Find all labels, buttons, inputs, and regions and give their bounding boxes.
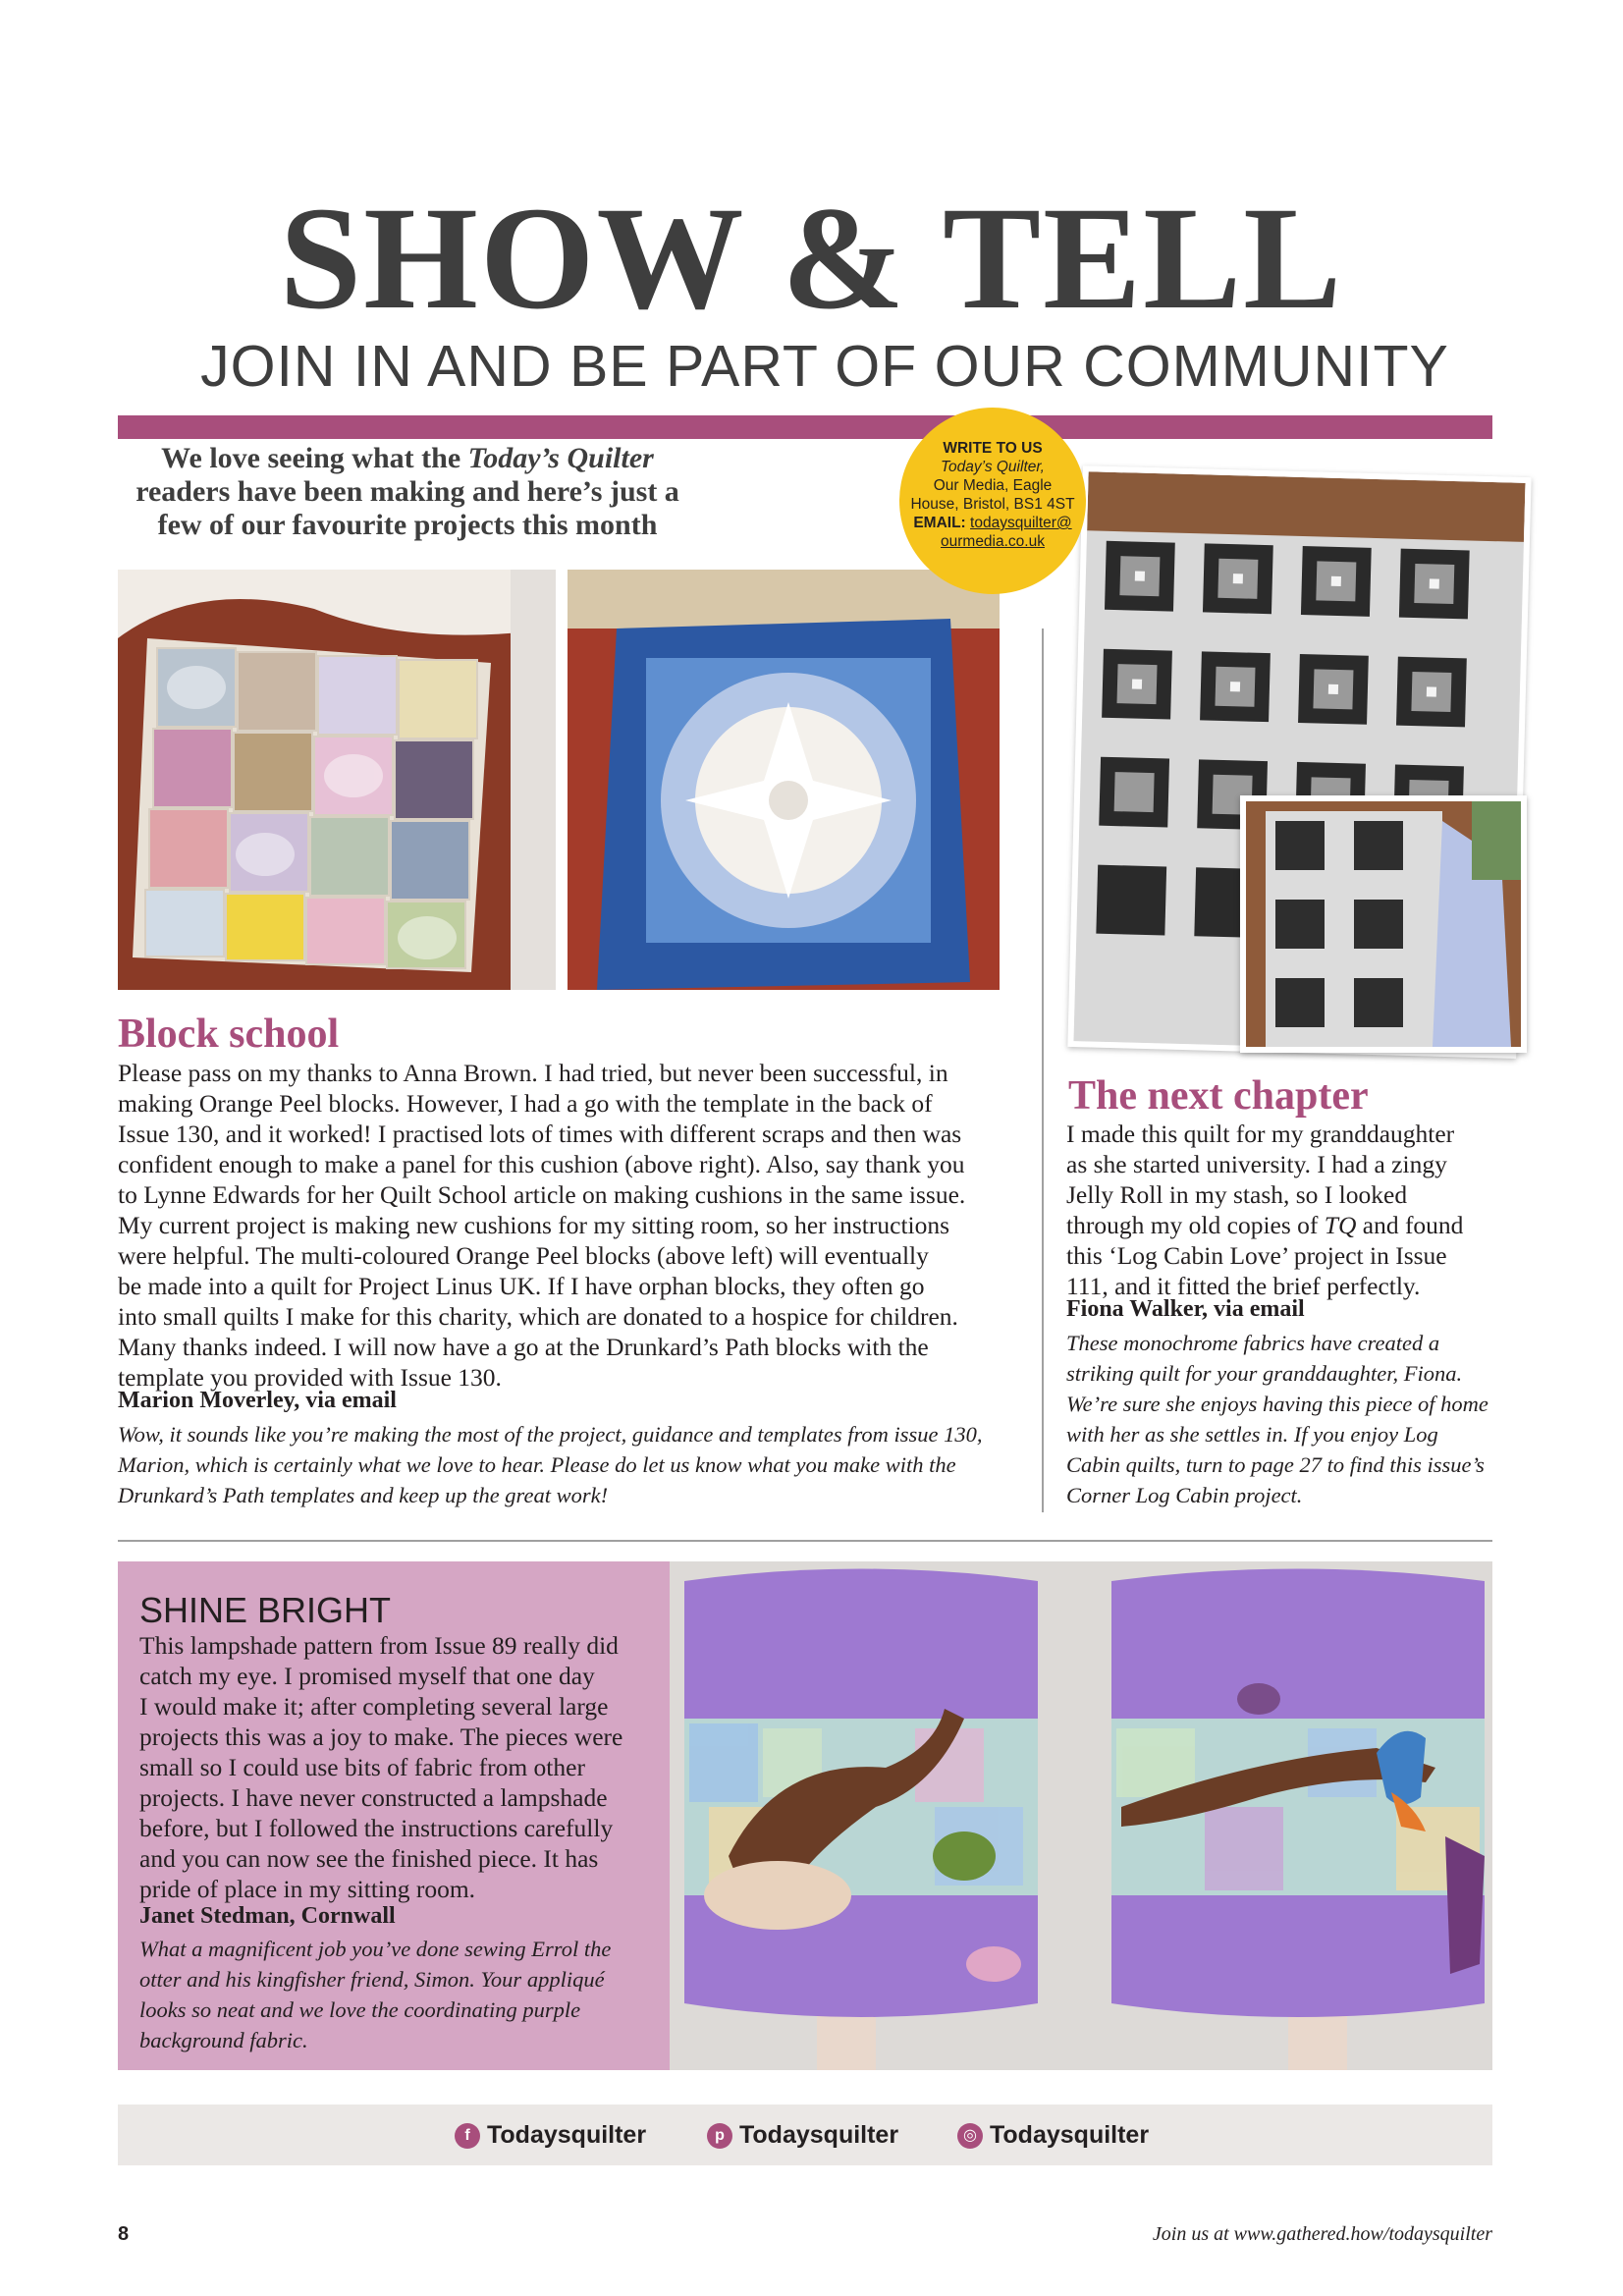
shine-bright-body	[139, 1630, 650, 1904]
block-school-heading: Block school	[118, 1011, 340, 1057]
next-chapter-line: this ‘Log Cabin Love’ project in Issue	[1066, 1241, 1447, 1270]
page-subtitle: JOIN IN AND BE PART OF OUR COMMUNITY	[200, 334, 1449, 399]
block-school-line: to Lynne Edwards for her Quilt School article on making cushions in the same issue.	[118, 1180, 966, 1209]
shine-bright-line: projects. I have never constructed a lampshade	[139, 1783, 608, 1812]
shine-bright-reply-line: What a magnificent job you’ve done sewing Errol the	[139, 1937, 612, 1961]
next-chapter-reply-line: with her as she settles in. If you enjoy Log	[1066, 1422, 1438, 1447]
block-school-reply-line: Marion, which is certainly what we love to hear. Please do let us know what you make with the	[118, 1452, 956, 1477]
badge-line-1: Today’s Quilter,	[941, 459, 1045, 475]
next-chapter-heading: The next chapter	[1068, 1073, 1369, 1119]
shine-bright-line: before, but I followed the instructions carefully	[139, 1814, 614, 1842]
shine-bright-reply-line: looks so neat and we love the coordinating purple	[139, 1997, 581, 2022]
intro-magazine-name: Today’s Quilter	[467, 442, 654, 474]
shine-bright-line: I would make it; after completing several large	[139, 1692, 609, 1721]
facebook-handle[interactable]: Todaysquilter	[487, 2121, 647, 2149]
shine-bright-reply	[139, 1934, 650, 2055]
shine-bright-author: Janet Stedman, Cornwall	[139, 1903, 396, 1929]
section-divider	[118, 1540, 1492, 1542]
orange-peel-blocks-photo	[118, 570, 556, 990]
write-to-us-badge	[899, 408, 1086, 594]
instagram-icon[interactable]: ◎	[957, 2123, 983, 2149]
block-school-line: were helpful. The multi-coloured Orange Peel blocks (above left) will eventually	[118, 1241, 929, 1270]
log-cabin-quilt-inset-photo	[1240, 795, 1527, 1053]
badge-heading: WRITE TO US	[943, 440, 1043, 457]
shine-bright-line: This lampshade pattern from Issue 89 really did	[139, 1631, 619, 1660]
shine-bright-line: projects this was a joy to make. The pieces were	[139, 1722, 623, 1751]
next-chapter-reply	[1066, 1328, 1498, 1510]
page-title: SHOW & TELL	[279, 177, 1344, 340]
next-chapter-reply-line: Corner Log Cabin project.	[1066, 1483, 1303, 1507]
next-chapter-line	[1066, 1210, 1498, 1240]
shine-bright-line: catch my eye. I promised myself that one day	[139, 1662, 595, 1690]
lampshades-photo	[670, 1561, 1492, 2070]
intro-before: We love seeing what the	[161, 442, 468, 474]
block-school-line: making Orange Peel blocks. However, I had a go with the template in the back of	[118, 1089, 933, 1118]
shine-bright-reply-line: background fabric.	[139, 2028, 308, 2052]
block-school-line: My current project is making new cushions for my sitting room, so her instructions	[118, 1211, 950, 1239]
block-school-reply	[118, 1419, 1021, 1510]
page-number: 8	[118, 2223, 130, 2245]
block-school-line: Please pass on my thanks to Anna Brown. I had tried, but never been successful, in	[118, 1059, 948, 1087]
intro-after: readers have been making and here’s just a few of our favourite projects this month	[135, 475, 679, 541]
next-chapter-line: Jelly Roll in my stash, so I looked	[1066, 1180, 1408, 1209]
footer-text[interactable]: Join us at www.gathered.how/todaysquilter	[1152, 2223, 1492, 2245]
block-school-line: Issue 130, and it worked! I practised lots of times with different scraps and then was	[118, 1120, 962, 1148]
next-chapter-line: 111, and it fitted the brief perfectly.	[1066, 1272, 1421, 1300]
block-school-reply-line: Wow, it sounds like you’re making the most of the project, guidance and templates from issue 130,	[118, 1422, 983, 1447]
block-school-line: into small quilts I make for this charity, which are donated to a hospice for children.	[118, 1302, 958, 1331]
next-chapter-reply-line: Cabin quilts, turn to page 27 to find this issue’s	[1066, 1452, 1485, 1477]
column-divider	[1042, 629, 1044, 1512]
block-school-line: Many thanks indeed. I will now have a go at the Drunkard’s Path blocks with the	[118, 1333, 929, 1361]
shine-bright-line: pride of place in my sitting room.	[139, 1875, 476, 1903]
shine-bright-heading: SHINE BRIGHT	[139, 1590, 392, 1630]
next-chapter-line-text: through my old copies of	[1066, 1211, 1325, 1239]
header-rule	[118, 415, 1492, 439]
badge-email-label: EMAIL:	[913, 515, 966, 531]
next-chapter-author: Fiona Walker, via email	[1066, 1296, 1305, 1322]
block-school-line: confident enough to make a panel for this cushion (above right). Also, say thank you	[118, 1150, 965, 1178]
intro-text	[128, 442, 687, 542]
next-chapter-line: as she started university. I had a zingy	[1066, 1150, 1447, 1178]
pinterest-icon[interactable]: p	[707, 2123, 732, 2149]
badge-email-link-1[interactable]: todaysquilter@	[970, 515, 1072, 531]
badge-line-3: House, Bristol, BS1 4ST	[910, 496, 1075, 513]
block-school-author: Marion Moverley, via email	[118, 1388, 397, 1413]
shine-bright-line: and you can now see the finished piece. It has	[139, 1844, 599, 1873]
shine-bright-line: small so I could use bits of fabric from other	[139, 1753, 585, 1781]
next-chapter-reply-line: striking quilt for your granddaughter, Fiona.	[1066, 1361, 1463, 1386]
next-chapter-line-text: and found	[1356, 1211, 1464, 1239]
block-school-reply-line: Drunkard’s Path templates and keep up the great work!	[118, 1483, 609, 1507]
block-school-line: be made into a quilt for Project Linus UK. If I have orphan blocks, they often go	[118, 1272, 925, 1300]
cushion-photo	[568, 570, 1000, 990]
instagram-handle[interactable]: Todaysquilter	[990, 2121, 1150, 2149]
shine-bright-reply-line: otter and his kingfisher friend, Simon. Your appliqué	[139, 1967, 605, 1992]
block-school-line: template you provided with Issue 130.	[118, 1363, 502, 1392]
next-chapter-tq: TQ	[1324, 1211, 1357, 1239]
next-chapter-reply-line: These monochrome fabrics have created a	[1066, 1331, 1440, 1355]
next-chapter-body	[1066, 1119, 1498, 1301]
badge-line-2: Our Media, Eagle	[933, 477, 1053, 494]
pinterest-handle[interactable]: Todaysquilter	[739, 2121, 899, 2149]
facebook-icon[interactable]: f	[455, 2123, 480, 2149]
next-chapter-reply-line: We’re sure she enjoys having this piece of home	[1066, 1392, 1488, 1416]
next-chapter-line: I made this quilt for my granddaughter	[1066, 1120, 1455, 1148]
badge-email-link-2[interactable]: ourmedia.co.uk	[941, 533, 1045, 550]
block-school-body	[118, 1058, 1021, 1393]
